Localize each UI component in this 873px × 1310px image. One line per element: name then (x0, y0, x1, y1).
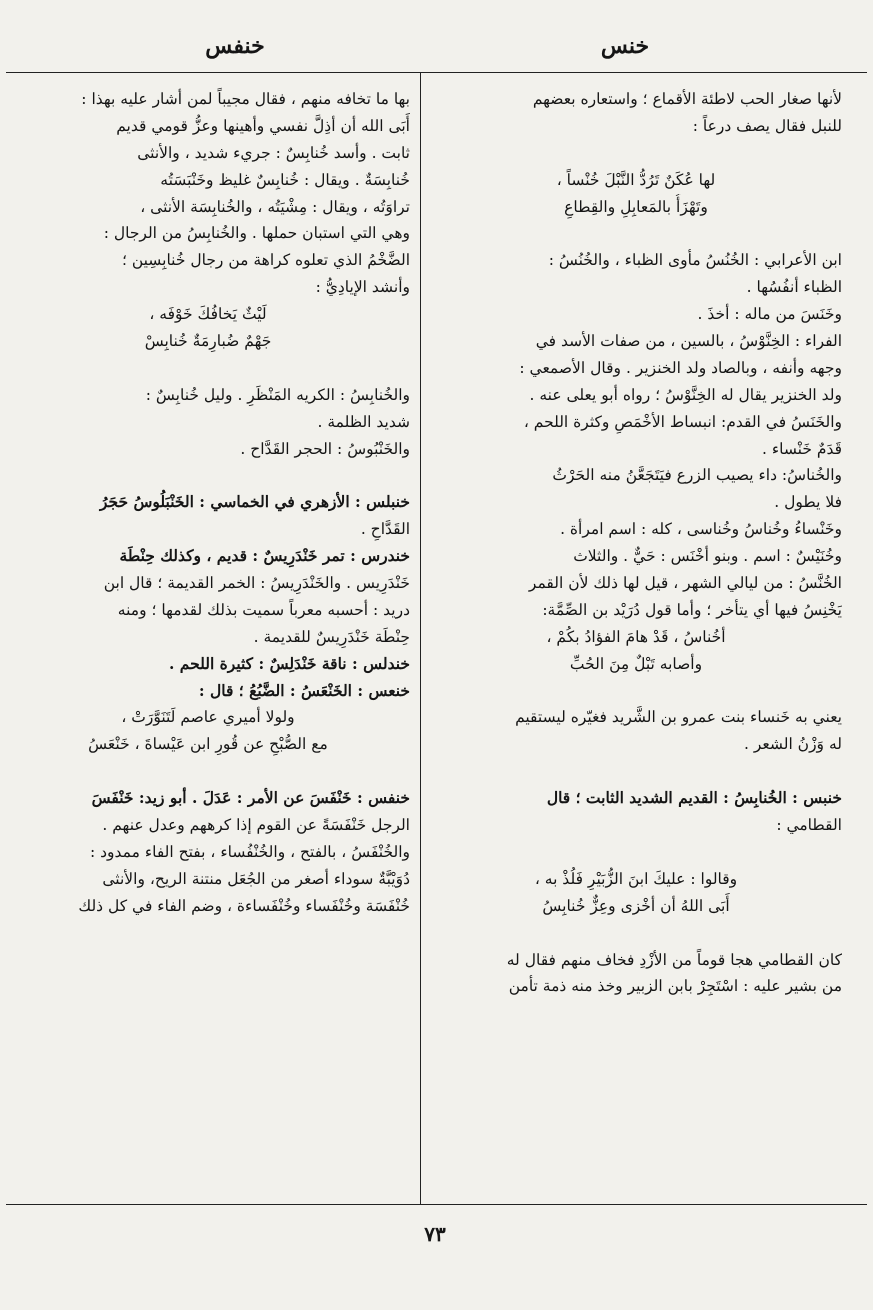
text-line: بها ما تخافه منهم ، فقال مجيباً لمن أشار عليه بهذا : (81, 90, 410, 108)
verse-line: جَهْمٌ ضُبارِمَةٌ خُنابِسْ (144, 332, 272, 351)
text-line: وخَنْساءُ وخُناسُ وخُناسى ، كله : اسم امرأة . (560, 520, 842, 539)
text-line: خَنْدَرِيس . والخَنْدَرِيسُ : الخمر القديمة ؛ قال ابن (103, 574, 410, 593)
text-line: خُنابِسَةٌ . ويقال : خُنابِسٌ غليظ وخَنْبَسَتُه (160, 170, 410, 189)
text-line: ثابت . وأسد خُنابِسٌ : جريء شديد ، والأنثى (137, 143, 410, 162)
text-line: والخُناسُ: داء يصيب الزرع فيَتَجَعَّنُ منه الحَرْثُ (552, 466, 842, 485)
verse-line: لَيْثٌ يَخافُكَ خَوْفَه ، (149, 305, 267, 324)
text-line: وخَنَسَ من ماله : أخذَ . (697, 305, 842, 324)
text-line: ولد الخنزير يقال له الخِنَّوْسُ ؛ رواه أبو يعلى عنه . (529, 385, 842, 404)
text-line: قَدَمٌ خَنْساء . (761, 439, 842, 458)
text-line: خنعس : الخَنْعَسُ : الضَّبُعُ ؛ قال : (198, 680, 410, 700)
text-line: دريد : أحسبه معرباً سميت بذلك لقدمها ؛ ومنه (117, 600, 410, 619)
blank-line (430, 839, 842, 866)
text-line: تراوَتُه ، ويقال : مِشْيَتُه ، والخُنابِسَة الأنثى ، (140, 197, 410, 216)
text-line: خنبلس : الأزهري في الخماسي : الخَنْبَلُوسُ حَجَرُ (99, 492, 410, 512)
verse-line: أَبَى اللهُ أن أخْزى وعِزٌّ خُنابِسُ (542, 896, 730, 915)
left-column (6, 86, 410, 1196)
verse-line: مع الصُّبْحِ عن قُورِ ابن عَيْساةَ ، خَنْعَسُ (88, 735, 328, 754)
text-line: الفراء : الخِنَّوْسُ ، بالسين ، من صفات الأسد في (535, 332, 842, 351)
blank-line (6, 462, 410, 489)
text-line: الخُنَّسُ : من ليالي الشهر ، قيل لها ذلك لأن القمر (528, 574, 842, 593)
text-line: خندلس : ناقة خَنْدَلِسٌ : كثيرة اللحم . (168, 653, 410, 673)
text-line: خنبس : الخُنابِسُ : القديم الشديد الثابت ؛ قال (546, 788, 842, 808)
text-line: ابن الأعرابي : الخُنُسُ مأوى الظباء ، والخُنُسُ : (548, 251, 842, 270)
headword-left: خنفس (205, 33, 265, 59)
text-line: القَدَّاحِ . (360, 520, 410, 539)
top-rule (6, 72, 867, 73)
column-divider (420, 72, 421, 1204)
blank-line (430, 220, 842, 247)
text-line: حِنْطَة خَنْدَرِيسٌ للقديمة . (253, 627, 410, 646)
text-line: فلا يطول . (774, 493, 842, 512)
text-line: دُوَيْبَّةٌ سوداء أصغر من الجُعَل منتنة الريح، والأنثى (102, 869, 410, 888)
right-column (430, 86, 842, 1196)
text-line: القطامي : (776, 816, 842, 835)
text-line: والخَنْبُوسُ : الحجر القَدَّاح . (240, 439, 410, 458)
blank-line (6, 355, 410, 382)
page-number: ٧٣ (424, 1222, 446, 1246)
blank-line (430, 678, 842, 705)
text-line: الضَّخْمُ الذي تعلوه كراهة من رجال خُنابِسِين ؛ (121, 251, 410, 270)
text-line: وجهه وأنفه ، وبالصاد ولد الخنزير . وقال الأصمعي : (519, 358, 842, 377)
text-line: الظباء أنفُسُها . (746, 278, 842, 297)
text-line: أَبَى الله أن أذِلَّ نفسي وأهينها وعزُّ قومي قديم (116, 116, 410, 135)
verse-line: وتَهْزَأُ بالمَعابِلِ والقِطاعِ (564, 197, 708, 216)
verse-line: أخُناسُ ، قَدْ هامَ الفؤادُ بكُمْ ، (546, 627, 726, 646)
verse-line: وقالوا : عليكَ ابنَ الزُّبَيْرِ فَلُذْ به ، (534, 869, 738, 888)
headword-right: خنس (600, 33, 650, 59)
blank-line (6, 758, 410, 785)
verse-line: لها عُكَنٌ تَرُدُّ النَّبْلَ خُنْساً ، (556, 170, 716, 189)
text-line: كان القطامي هجا قوماً من الأزْدِ فخاف منهم فقال له (506, 950, 842, 969)
text-line: يعني به خَنساء بنت عمرو بن الشَّريد فغيّره ليستقيم (515, 708, 842, 727)
blank-line (430, 920, 842, 947)
text-line: من بشير عليه : اسْتَجِرْ بابن الزبير وخذ منه ذمة تأمن (508, 977, 842, 996)
text-line: والخُنْفَسُ ، بالفتح ، والخُنْفُساء ، بفتح الفاء ممدود : (89, 842, 410, 861)
blank-line (430, 140, 842, 167)
text-line: وهي التي استبان حملها . والخُنابِسُ من الرجال : (103, 224, 410, 243)
text-line: خندرس : تمر خَنْدَرِيسٌ : قديم ، وكذلك حِنْطَة (119, 546, 410, 566)
bottom-rule (6, 1204, 867, 1205)
text-line: خُنْفَسَة وخُنْفَساء وخُنْفَساءة ، وضم الفاء في كل ذلك (78, 896, 410, 915)
text-line: والخَنَسُ في القدم: انبساط الأخْمَصِ وكثرة اللحم ، (523, 412, 842, 431)
verse-line: ولولا أميري عاصم لَتَنَوَّرَتْ ، (121, 708, 295, 727)
text-line: وخُنَيْسٌ : اسم . وبنو أخْنَس : حَيٌّ . والثلاث (573, 547, 842, 566)
text-line: شديد الظلمة . (317, 412, 410, 431)
text-line: يَخْنِسُ فيها أي يتأخر ؛ وأما قول دُرَيْد بن الصِّمَّة: (542, 600, 842, 619)
text-line: والخُنابِسُ : الكريه المَنْظَرِ . وليل خُنابِسٌ : (145, 385, 410, 404)
text-line: وأنشد الإيادِيُّ : (315, 278, 410, 297)
text-line: للنبل فقال يصف درعاً : (692, 116, 842, 135)
blank-line (430, 758, 842, 785)
text-line: لأنها صغار الحب لاطئة الأقماع ؛ واستعاره بعضهم (532, 90, 842, 108)
verse-line: وأصابه تَبْلٌ مِنَ الحُبِّ (569, 654, 703, 673)
text-line: الرجل خَنْفَسَةً عن القوم إذا كرههم وعدل عنهم . (102, 816, 410, 835)
text-line: له وَزْنُ الشعر . (744, 735, 842, 754)
text-line: خنفس : خَنْفَسَ عن الأمر : عَدَلَ . أبو زيد: خَنْفَسَ (91, 788, 410, 808)
